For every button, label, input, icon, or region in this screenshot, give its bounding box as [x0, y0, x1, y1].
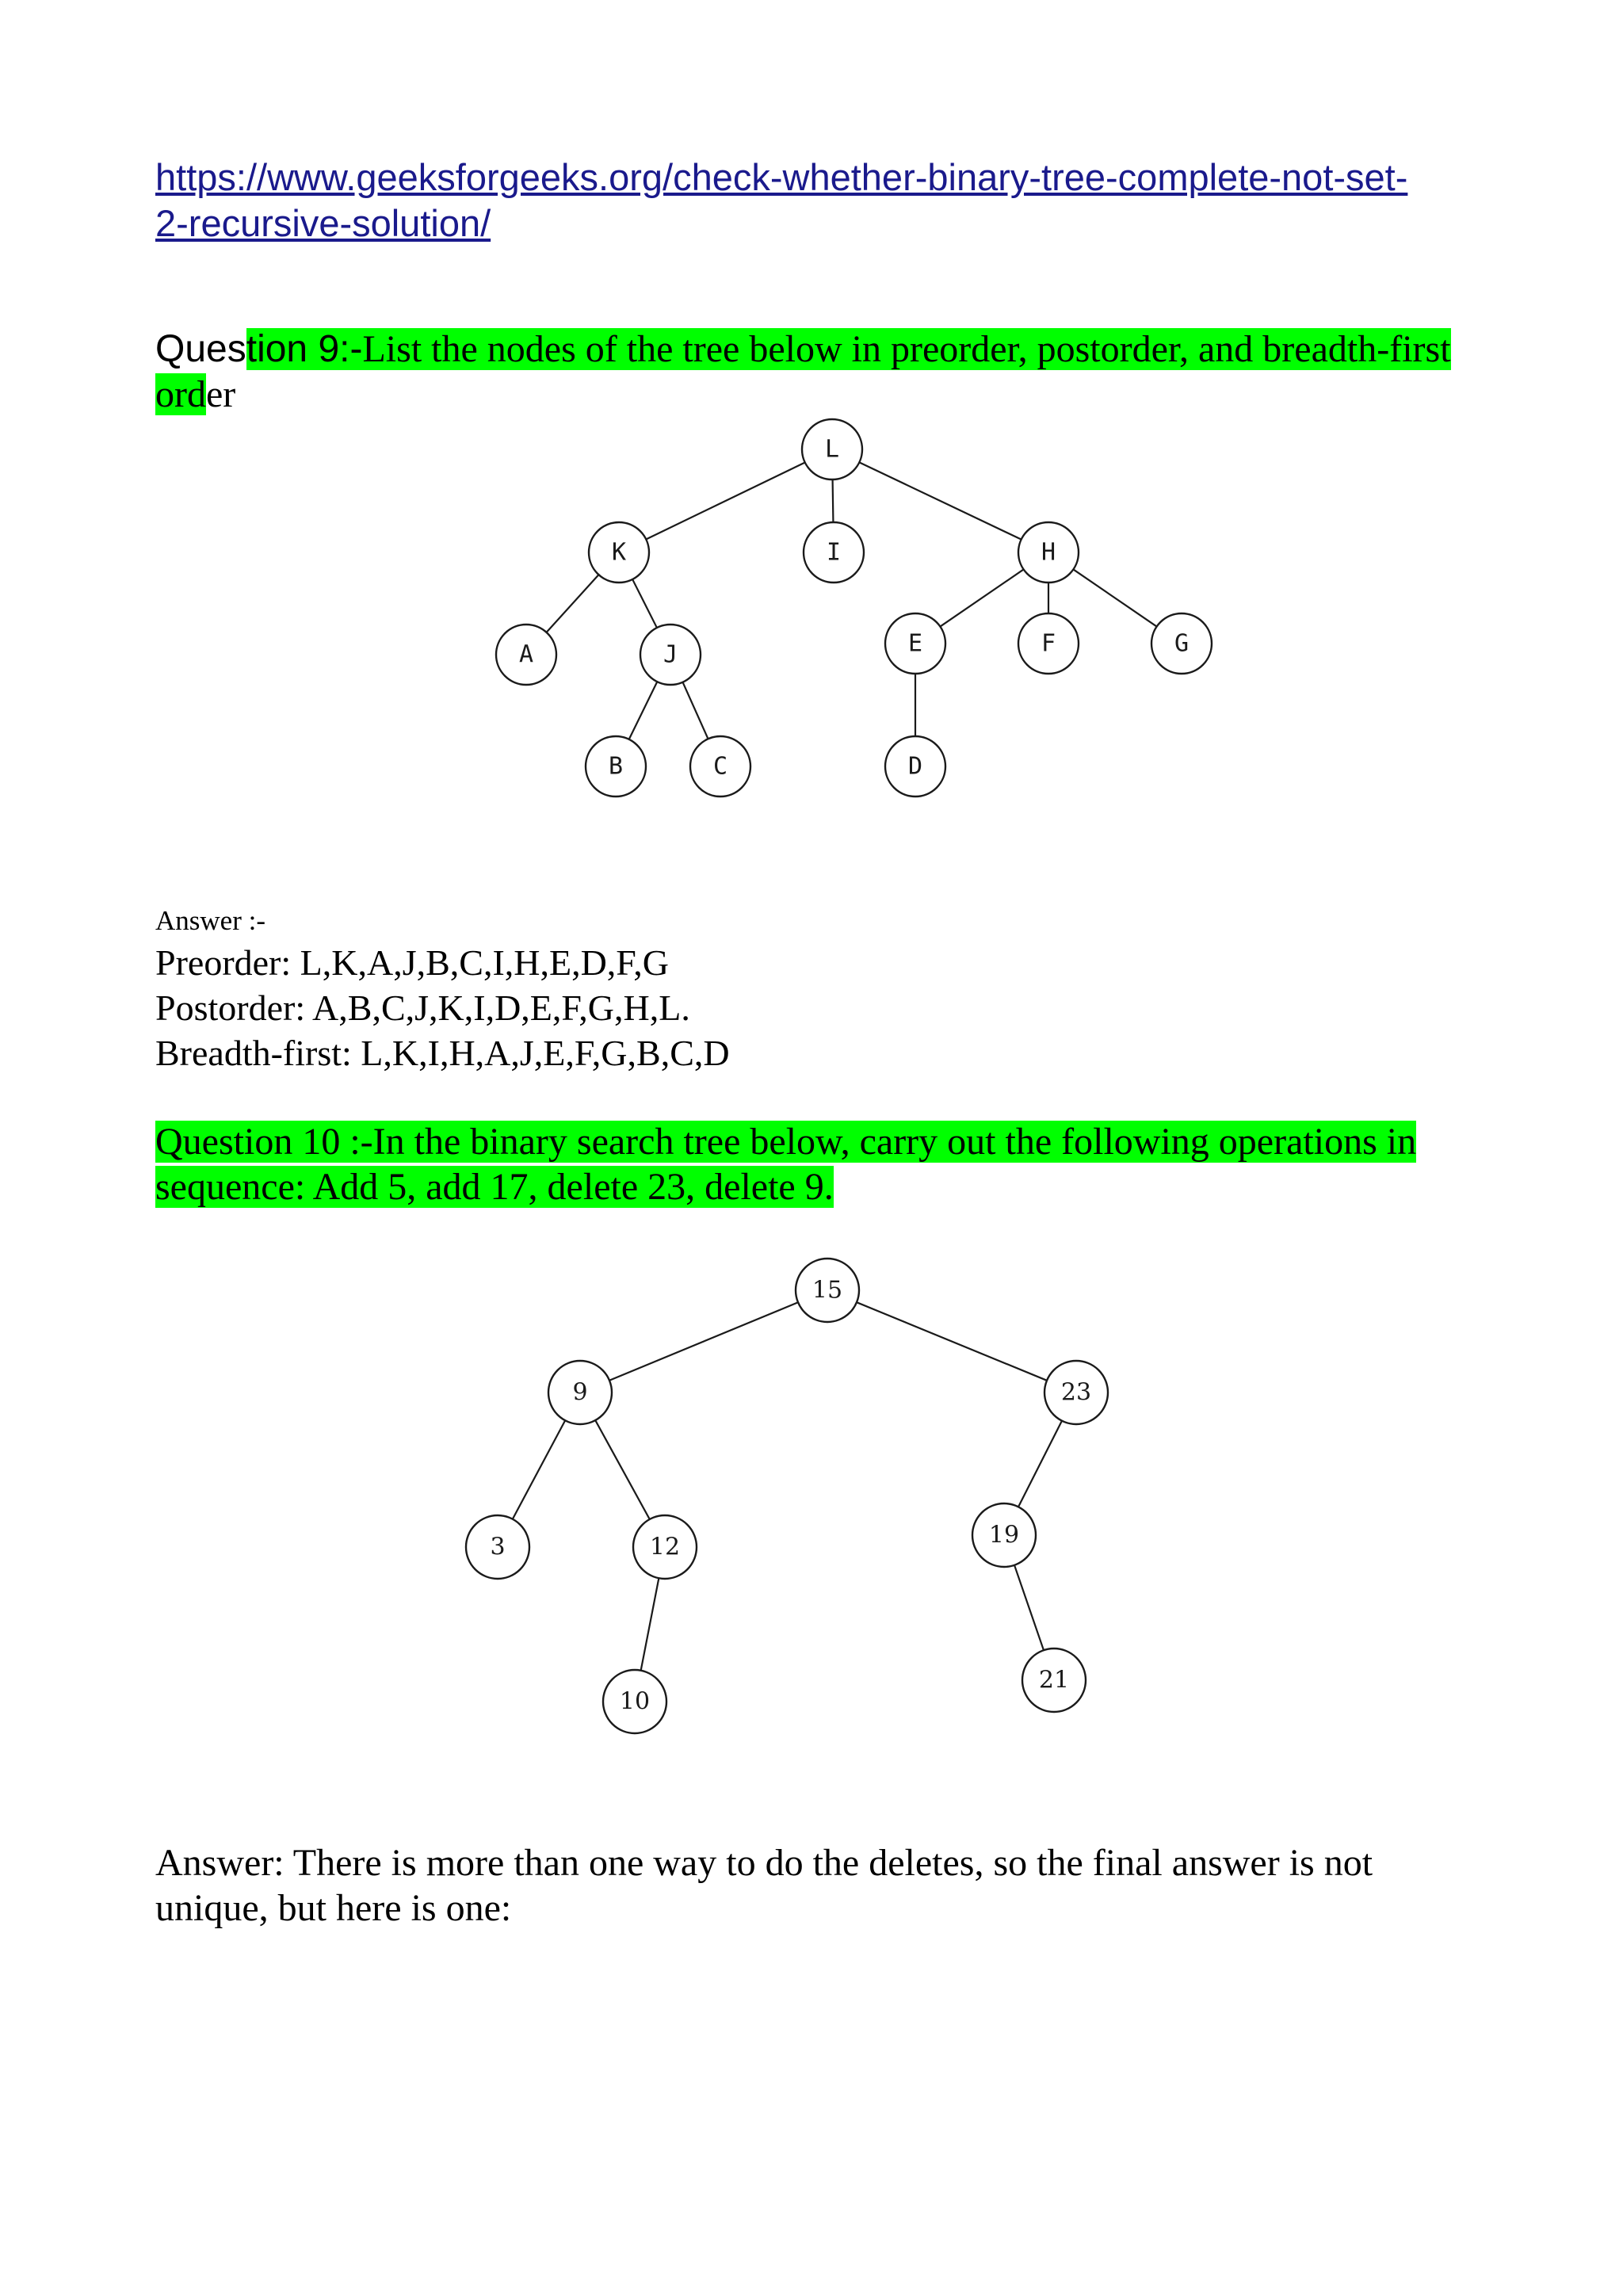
tree2-node-label: 15: [812, 1276, 843, 1305]
tree2-node-label: 23: [1060, 1378, 1092, 1407]
tree2-node-15: [796, 1259, 859, 1322]
question-9-prefix-highlight: tion 9:-: [246, 328, 363, 370]
binary-search-tree-diagram: [0, 1221, 1623, 1775]
tree1-node-K: [589, 522, 649, 583]
tree2-node-3: [466, 1515, 529, 1579]
tree1-edge-K-A: [547, 575, 599, 632]
tree1-edge-H-G: [1073, 569, 1156, 626]
tree2-edge-15-9: [609, 1302, 798, 1380]
tree1-edge-H-E: [940, 569, 1023, 626]
tree1-node-label: G: [1174, 629, 1190, 658]
question-9-prefix-plain: Ques: [155, 328, 246, 370]
tree2-node-label: 12: [649, 1533, 681, 1561]
tree1-edge-J-B: [629, 682, 658, 739]
tree1-node-A: [496, 625, 556, 685]
answer-10: [155, 1840, 1471, 1931]
tree2-node-label: 9: [572, 1378, 588, 1407]
tree1-edge-L-H: [859, 462, 1021, 539]
tree1-node-L: [802, 419, 862, 479]
tree1-node-E: [885, 613, 945, 674]
tree1-node-label: F: [1041, 629, 1056, 658]
general-tree-diagram: [0, 0, 1623, 872]
answer-9-lines: [155, 940, 730, 1075]
tree1-node-label: D: [907, 752, 923, 781]
tree2-edge-12-10: [641, 1578, 659, 1670]
reference-link-line-1: https://www.geeksforgeeks.org/check-whether-binary-tree-complete-not-set-: [155, 156, 1408, 198]
tree1-edge-L-K: [646, 463, 805, 540]
tree2-node-10: [603, 1670, 666, 1733]
tree1-edge-K-J: [632, 579, 657, 628]
question-10-line-1: Question 10 :-In the binary search tree below, carry out the following operations in: [155, 1121, 1417, 1163]
answer-breadth-first: Breadth-first: L,K,I,H,A,J,E,F,G,B,C,D: [155, 1033, 730, 1073]
answer-preorder: Preorder: L,K,A,J,B,C,I,H,E,D,F,G: [155, 942, 669, 983]
tree2-edge-15-23: [857, 1302, 1047, 1381]
tree1-node-label: K: [611, 538, 627, 567]
tree1-node-label: E: [907, 629, 923, 658]
tree2-node-9: [548, 1361, 612, 1424]
tree2-edge-23-19: [1018, 1421, 1062, 1507]
tree1-node-label: J: [663, 640, 678, 669]
tree1-node-label: A: [518, 640, 534, 669]
tree1-node-H: [1018, 522, 1079, 583]
question-9-text: List the nodes of the tree below in preorder, postorder, and breadth-first: [362, 328, 1451, 370]
tree2-node-23: [1044, 1361, 1108, 1424]
answer-postorder: Postorder: A,B,C,J,K,I,D,E,F,G,H,L.: [155, 988, 690, 1028]
tree1-edge-L-I: [833, 479, 834, 522]
tree2-node-label: 10: [619, 1687, 651, 1716]
tree1-node-G: [1151, 613, 1212, 674]
question-9-order-highlight: ord: [155, 373, 206, 415]
tree2-edge-9-3: [513, 1420, 565, 1519]
tree2-node-label: 21: [1038, 1666, 1070, 1694]
reference-link-line-2: 2-recursive-solution/: [155, 202, 491, 244]
tree1-node-label: C: [712, 752, 728, 781]
tree1-node-C: [690, 736, 750, 797]
answer-10-line-2: unique, but here is one:: [155, 1887, 512, 1929]
answer-10-line-1: Answer: There is more than one way to do the deletes, so the final answer is not: [155, 1842, 1373, 1884]
tree2-node-12: [633, 1515, 697, 1579]
tree2-edge-19-21: [1014, 1565, 1044, 1650]
question-9-order-plain: er: [205, 373, 236, 415]
tree2-node-label: 3: [490, 1533, 506, 1561]
tree1-node-J: [640, 625, 701, 685]
answer-9-label: Answer :-: [155, 905, 265, 936]
tree2-node-label: 19: [988, 1521, 1020, 1549]
tree1-node-B: [586, 736, 646, 797]
tree1-node-label: H: [1041, 538, 1056, 567]
tree1-edge-J-C: [683, 682, 708, 739]
tree1-node-label: I: [826, 538, 842, 567]
tree2-edge-9-12: [595, 1420, 650, 1519]
tree2-node-19: [972, 1503, 1036, 1567]
tree1-node-F: [1018, 613, 1079, 674]
tree1-node-label: L: [824, 435, 840, 464]
tree1-node-label: B: [608, 752, 624, 781]
question-10: [155, 1119, 1471, 1209]
tree2-node-21: [1022, 1648, 1086, 1712]
question-10-line-2: sequence: Add 5, add 17, delete 23, delete 9.: [155, 1166, 834, 1208]
tree1-node-I: [804, 522, 864, 583]
tree1-node-D: [885, 736, 945, 797]
